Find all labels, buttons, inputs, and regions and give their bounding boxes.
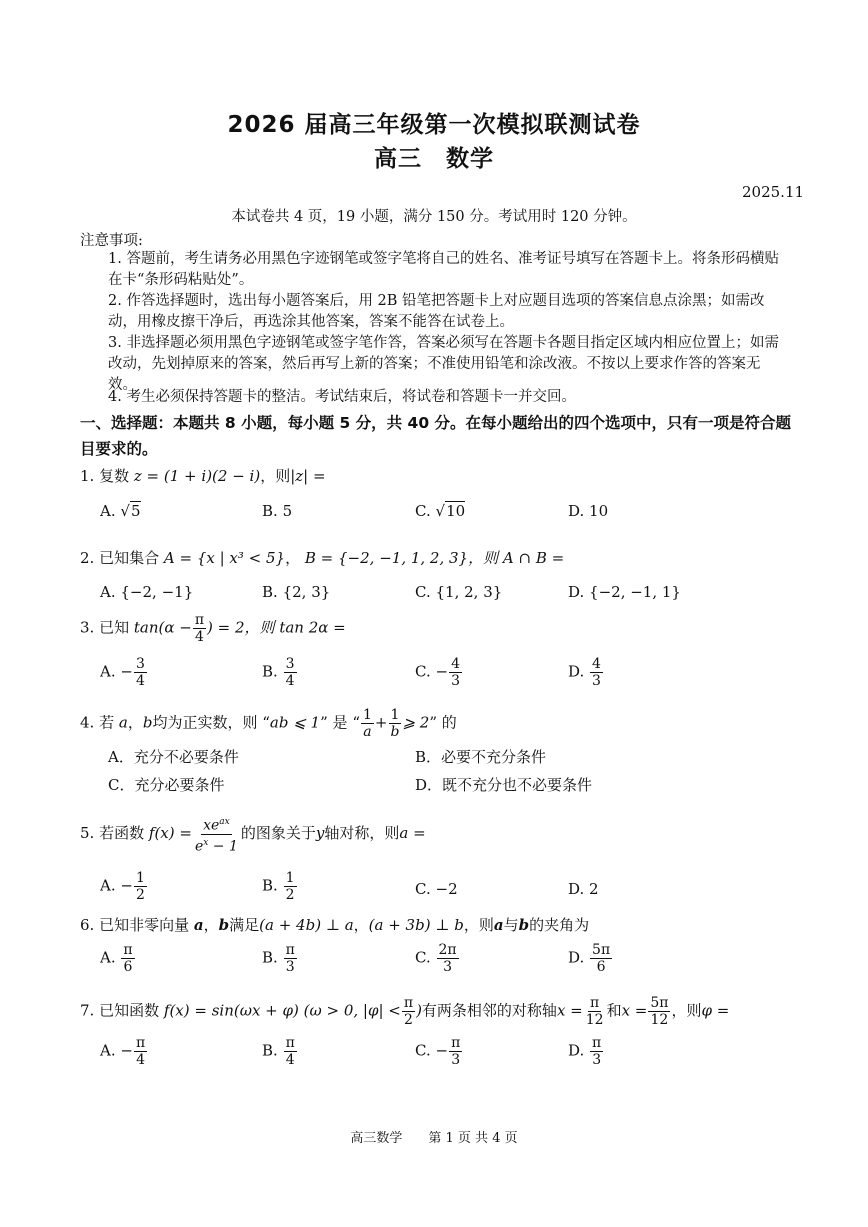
option-label: D. — [568, 1041, 585, 1060]
option-a — [100, 656, 148, 689]
math-expression: |z| = — [290, 467, 326, 485]
question-text: 与 — [503, 916, 519, 934]
math-expression: (a + 3b) ⊥ b — [368, 916, 464, 934]
option-label: D. — [568, 583, 585, 601]
option-c — [415, 880, 458, 898]
math-expression: ab ⩽ 1 — [269, 713, 321, 732]
option-label: A. — [100, 876, 116, 895]
variable: b — [142, 713, 153, 732]
question-number: 7. — [80, 1001, 95, 1020]
option-label: C. — [415, 1041, 431, 1060]
punctuation: ， — [203, 916, 219, 934]
option-label: C. — [415, 583, 431, 601]
numerator: π — [592, 1035, 602, 1051]
option-b: B．必要不充分条件 — [415, 748, 547, 766]
fraction — [134, 1035, 147, 1068]
variable: a — [118, 713, 128, 732]
denominator: 3 — [592, 673, 601, 689]
question-1 — [80, 465, 326, 486]
question-number: 5. — [80, 824, 95, 843]
exam-subtitle: 高三 数学 — [374, 146, 494, 172]
question-text: ，则 — [260, 467, 291, 485]
fraction — [449, 656, 462, 689]
exam-date: 2025.11 — [742, 183, 805, 201]
denominator: 3 — [451, 1052, 461, 1068]
option-b — [262, 502, 292, 520]
question-text: 已知非零向量 — [99, 916, 190, 934]
question-text: ，则 — [671, 1001, 702, 1020]
minus-sign: − — [120, 1041, 133, 1060]
math-expression: x = — [621, 1001, 648, 1020]
numerator: π — [285, 942, 295, 958]
question-text: 满足 — [229, 916, 260, 934]
denominator: a — [363, 724, 372, 740]
denominator: 2 — [135, 887, 145, 903]
math-expression: z = (1 + i)(2 − i) — [133, 467, 261, 485]
fraction — [193, 814, 240, 854]
question-6 — [80, 914, 589, 935]
math-expression: x = — [556, 1001, 583, 1020]
option-label: A. — [100, 502, 116, 520]
exam-title: 2026 届高三年级第一次模拟联测试卷 — [227, 112, 641, 138]
math-expression: A = {x | x³ < 5} — [163, 549, 286, 567]
option-value: 10 — [446, 502, 466, 520]
question-number: 2. — [80, 549, 95, 567]
denominator: 3 — [443, 959, 453, 975]
option-label: B. — [262, 662, 278, 681]
notice-item-4: 4. 考生必须保持答题卡的整洁。考试结束后，将试卷和答题卡一并交回。 — [108, 389, 576, 405]
denominator: b — [390, 724, 400, 740]
option-d — [568, 656, 604, 689]
numerator: π — [590, 995, 600, 1011]
question-text: 的图象关于 — [240, 824, 316, 843]
minus-sign: − — [120, 876, 133, 895]
exam-info: 本试卷共 4 页，19 小题，满分 150 分。考试用时 120 分钟。 — [231, 209, 637, 225]
option-label: D. — [568, 662, 585, 681]
option-b — [262, 870, 298, 903]
denominator: 2 — [404, 1012, 413, 1028]
fraction — [437, 942, 459, 975]
option-a: A．充分不必要条件 — [108, 748, 239, 766]
fraction — [590, 656, 603, 689]
numerator: 4 — [592, 656, 601, 672]
denominator: 4 — [135, 673, 145, 689]
question-number: 4. — [80, 713, 95, 732]
question-2 — [80, 547, 564, 568]
denominator: 4 — [285, 673, 295, 689]
math-expression: ，则 A ∩ B = — [468, 549, 565, 567]
denominator: 3 — [285, 959, 295, 975]
question-text: 轴对称，则 — [324, 824, 400, 843]
fraction — [584, 995, 606, 1028]
fraction — [590, 942, 612, 975]
option-c — [415, 656, 463, 689]
section-heading: 一、选择题：本题共 8 小题，每小题 5 分，共 40 分。在每小题给出的四个选项中，只有一项是符合题目要求的。 — [80, 414, 792, 458]
denominator: 4 — [285, 1052, 295, 1068]
option-label: C. — [415, 662, 431, 681]
math-expression: f(x) = sin(ωx + φ) (ω > 0, |φ| < — [163, 1001, 401, 1020]
numerator: $xe^{ax}$ — [201, 814, 232, 835]
punctuation: ， — [127, 713, 143, 732]
option-label: B. — [262, 502, 278, 520]
punctuation: ， — [353, 916, 369, 934]
question-4 — [80, 707, 457, 740]
math-expression: ，则 tan 2α = — [244, 618, 346, 637]
numerator: 3 — [135, 656, 145, 672]
option-d: D．既不充分也不必要条件 — [415, 776, 593, 794]
variable: y — [315, 824, 325, 843]
math-expression: φ = — [701, 1001, 730, 1020]
minus-sign: − — [435, 1041, 449, 1060]
math-expression: a = — [399, 824, 426, 843]
option-value: 5 — [130, 502, 141, 520]
minus-sign: − — [120, 662, 133, 681]
question-text: ” 是 “ — [320, 713, 360, 732]
math-expression: f(x) = — [148, 824, 192, 843]
numerator: 1 — [362, 707, 372, 723]
question-number: 1. — [80, 467, 95, 485]
question-text: ，则 — [463, 916, 494, 934]
option-label: D. — [568, 880, 585, 898]
question-text: 若函数 — [99, 824, 145, 843]
numerator: 5π — [592, 942, 611, 958]
option-d — [568, 502, 608, 520]
option-label: D. — [568, 502, 585, 520]
fraction — [590, 1035, 603, 1068]
page-footer: 高三数学 第 1 页 共 4 页 — [350, 1131, 518, 1146]
fraction — [449, 1035, 462, 1068]
denominator: 12 — [650, 1012, 669, 1028]
math-expression: ) = 2 — [207, 618, 245, 637]
option-b — [262, 656, 298, 689]
numerator: π — [135, 1035, 146, 1051]
option-b — [262, 942, 298, 975]
fraction — [121, 942, 134, 975]
fraction — [388, 707, 401, 740]
question-text: ， — [285, 549, 301, 567]
option-value: {2, 3} — [282, 583, 331, 601]
math-expression: tan(α − — [133, 618, 192, 637]
option-label: C. — [415, 880, 431, 898]
denominator: 4 — [136, 1052, 146, 1068]
fraction — [402, 995, 415, 1028]
question-text: 已知 — [99, 618, 130, 637]
question-text: 已知集合 — [99, 549, 160, 567]
notice-item-3: 3. 非选择题必须用黑色字迹钢笔或签字笔作答，答案必须写在答题卡各题目指定区域内相应位置上；如需改动，先划掉原来的答案，然后再写上新的答案；不准使用铅笔和涂改液。不按以上要求作答的答案无效。 — [108, 335, 779, 393]
notice-item-2: 2. 作答选择题时，选出每小题答案后，用 2B 铅笔把答题卡上对应题目选项的答案信息点涂黑；如需改动，用橡皮擦干净后，再选涂其他答案，答案不能答在试卷上。 — [108, 293, 765, 330]
numerator: 2π — [438, 942, 457, 958]
option-label: B. — [262, 583, 278, 601]
option-a — [100, 870, 148, 903]
option-b — [262, 1035, 298, 1068]
denominator: 3 — [592, 1052, 602, 1068]
fraction — [284, 1035, 297, 1068]
vector-a: a — [493, 916, 504, 934]
vector-b: b — [518, 916, 530, 934]
notice-heading: 注意事项: — [80, 233, 143, 249]
question-text: 和 — [606, 1001, 622, 1020]
denominator: $e^x - 1$ — [194, 837, 238, 855]
option-a — [100, 502, 141, 520]
question-text: 均为正实数，则 “ — [152, 713, 270, 732]
option-c: C．充分必要条件 — [108, 776, 225, 794]
option-a — [100, 583, 193, 601]
numerator: π — [403, 995, 414, 1011]
question-number: 6. — [80, 916, 95, 934]
fraction — [361, 707, 374, 740]
numerator: π — [194, 612, 205, 628]
notice-item-1: 1. 答题前，考生请务必用黑色字迹钢笔或签字笔将自己的姓名、准考证号填写在答题卡上。将条形码横贴在卡“条形码粘贴处”。 — [108, 251, 779, 288]
option-c — [415, 583, 502, 601]
fraction — [134, 656, 147, 689]
numerator: 1 — [285, 870, 295, 886]
fraction — [648, 995, 670, 1028]
option-label: B. — [262, 948, 278, 967]
option-value: {−2, −1, 1} — [589, 583, 681, 601]
math-expression: (a + 4b) ⊥ a — [259, 916, 354, 934]
sqrt-icon: √ — [435, 502, 446, 520]
question-text: 已知函数 — [99, 1001, 160, 1020]
numerator: π — [285, 1035, 295, 1051]
question-5 — [80, 814, 426, 854]
minus-sign: − — [435, 662, 449, 681]
math-expression: B = {−2, −1, 1, 2, 3} — [304, 549, 469, 567]
option-label: C. — [415, 948, 431, 967]
denominator: 12 — [585, 1012, 604, 1028]
math-expression: ⩾ 2 — [402, 713, 430, 732]
math-expression: ) — [416, 1001, 422, 1020]
option-label: C. — [415, 502, 431, 520]
fraction — [284, 656, 297, 689]
denominator: 2 — [285, 887, 295, 903]
question-number: 3. — [80, 618, 95, 637]
option-value: 10 — [589, 502, 609, 520]
denominator: 4 — [194, 629, 204, 645]
option-a — [100, 1035, 148, 1068]
option-label: A. — [100, 948, 116, 967]
option-value: 5 — [282, 502, 293, 520]
option-label: A. — [100, 583, 116, 601]
option-d — [568, 942, 613, 975]
plus-sign: + — [374, 713, 388, 732]
denominator: 3 — [451, 673, 460, 689]
vector-a: a — [193, 916, 204, 934]
numerator: 1 — [390, 707, 400, 723]
sqrt-icon: √ — [120, 502, 130, 520]
option-b — [262, 583, 330, 601]
option-value: −2 — [435, 880, 458, 898]
denominator: 6 — [596, 959, 606, 975]
option-value: {1, 2, 3} — [435, 583, 503, 601]
question-3 — [80, 612, 346, 645]
option-label: D. — [568, 948, 585, 967]
option-c — [415, 502, 465, 520]
numerator: π — [123, 942, 133, 958]
option-d — [568, 583, 681, 601]
question-text: ” 的 — [429, 713, 457, 732]
question-text: 有两条相邻的对称轴 — [421, 1001, 557, 1020]
numerator: 5π — [650, 995, 669, 1011]
fraction — [284, 870, 297, 903]
fraction — [284, 942, 297, 975]
denominator: 6 — [123, 959, 133, 975]
question-7 — [80, 995, 729, 1028]
numerator: π — [451, 1035, 461, 1051]
option-a — [100, 942, 136, 975]
fraction — [193, 612, 206, 645]
option-value: {−2, −1} — [120, 583, 194, 601]
option-label: B. — [262, 876, 278, 895]
option-value: 2 — [589, 880, 599, 898]
numerator: 3 — [285, 656, 295, 672]
option-label: A. — [100, 1041, 116, 1060]
option-d — [568, 1035, 604, 1068]
fraction — [134, 870, 147, 903]
question-text: 的夹角为 — [529, 916, 590, 934]
option-label: B. — [262, 1041, 278, 1060]
numerator: 1 — [135, 870, 145, 886]
option-label: A. — [100, 662, 116, 681]
option-d — [568, 880, 599, 898]
vector-b: b — [218, 916, 230, 934]
option-c — [415, 942, 460, 975]
question-text: 若 — [99, 713, 115, 732]
question-text: 复数 — [99, 467, 130, 485]
option-c — [415, 1035, 463, 1068]
numerator: 4 — [451, 656, 460, 672]
